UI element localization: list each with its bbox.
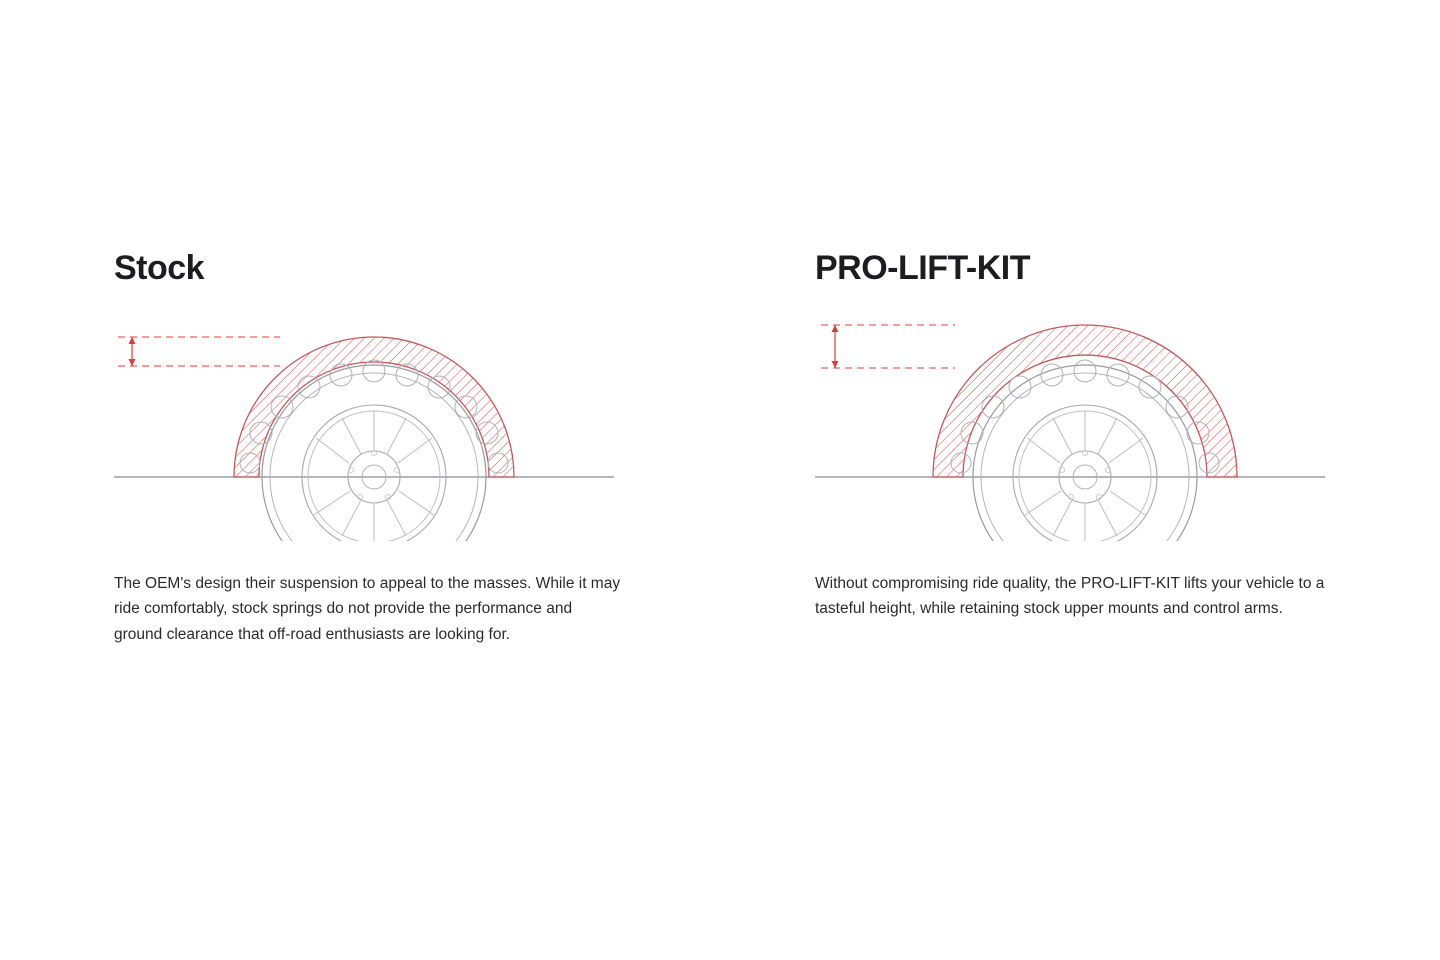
clearance-measure-stock bbox=[118, 337, 280, 366]
caption-stock: The OEM's design their suspension to appeal to the masses. While it may ride comfortably, stock springs do not provide the performance and ground clearance that off-road enthusiasts are looking for. bbox=[114, 574, 621, 643]
wheel-arch-illustration-lifted bbox=[815, 311, 1335, 541]
page-title-stock: Stock bbox=[114, 249, 205, 287]
wheel-arch-illustration-stock bbox=[114, 311, 634, 541]
figure-pro-lift-kit bbox=[815, 311, 1335, 541]
rim-spokes bbox=[1025, 411, 1145, 541]
caption-pro-lift-kit: Without compromising ride quality, the PRO-LIFT-KIT lifts your vehicle to a tasteful height, while retaining stock upper mounts and control arms. bbox=[815, 574, 1325, 618]
rim-spokes bbox=[314, 411, 434, 541]
figure-stock bbox=[114, 311, 634, 541]
clearance-measure-lifted bbox=[821, 325, 955, 368]
panel-stock bbox=[114, 248, 674, 663]
fender-arch bbox=[933, 325, 1237, 477]
panel-pro-lift-kit bbox=[815, 248, 1375, 637]
page-title-pro-lift-kit: PRO-LIFT-KIT bbox=[815, 249, 1030, 287]
